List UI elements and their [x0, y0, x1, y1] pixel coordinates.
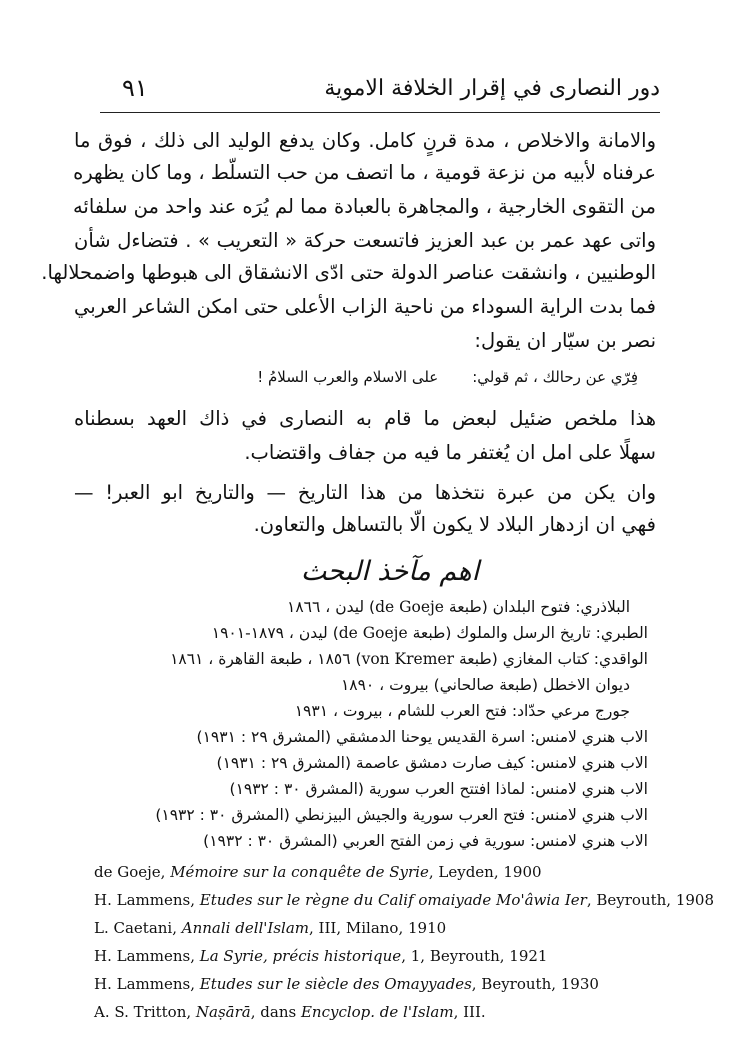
ref-title: Etudes sur le règne du Calif omaiyade Mo'âwia Ier: [199, 891, 587, 909]
ref-arabic-7: الاب هنري لامنس: كيف صارت دمشق عاصمة (المشرق ٢٩ : ١٩٣١): [216, 754, 648, 772]
header-title: دور النصارى في إقرار الخلافة الاموية: [324, 76, 660, 101]
ref-arabic-3: [88, 646, 648, 672]
ref-latin-6: [94, 1000, 694, 1024]
verse-first-hemistich: فِرّي عن رحالك ، ثم قولي:: [472, 368, 638, 386]
ref-author: L. Caetani,: [94, 919, 182, 937]
ref-latin-5: [94, 972, 694, 996]
ref-details: , dans: [250, 1003, 301, 1021]
ref-arabic-5: جورج مرعي حدّاد: فتح العرب للشام ، بيروت ، ١٩٣١: [294, 702, 630, 720]
ref-details-2: , III.: [453, 1003, 486, 1021]
ref-latin-3: [94, 916, 694, 940]
ref-details: , Beyrouth, 1908: [586, 891, 714, 909]
ref-latin-4: [94, 944, 694, 968]
ref-part: ) ١٨٥٦ ، طبعة القاهرة ، ١٨٦١: [170, 650, 362, 668]
ref-title: Naṣārā: [195, 1003, 251, 1021]
ref-part: الطبري: تاريخ الرسل والملوك (طبعة: [407, 624, 648, 642]
body-line-6: فما بدت الراية السوداء من ناحية الزاب الأعلى حتى امكن الشاعر العربي: [73, 295, 656, 318]
body-line-4: واتى عهد عمر بن عبد العزيز فاتسعت حركة « التعريب » . فتضاءل شأن: [74, 229, 656, 252]
body-line-2: عرفناه لأبيه من نزعة قومية ، ما اتصف من حب التسلّط ، وما كان يظهره: [73, 161, 656, 184]
ref-details: , III, Milano, 1910: [309, 919, 447, 937]
running-header: [100, 70, 660, 113]
para2-line-2: سهلًا على امل ان يُغتفر ما فيه من جفاف واقتضاب.: [244, 441, 656, 464]
body-line-3: من التقوى الخارجية ، والمجاهرة بالعبادة مما لم يُرَه عند واحد من سلفائه: [72, 195, 656, 218]
ref-arabic-2: [108, 620, 648, 646]
ref-author: H. Lammens,: [94, 975, 200, 993]
body-line-1: والامانة والاخلاص ، مدة قرنٍ كامل. وكان يدفع الوليد الى ذلك ، فوق ما: [74, 129, 656, 152]
ref-latin-2: [94, 888, 714, 912]
ref-title: Etudes sur le siècle des Omayyades: [199, 975, 472, 993]
ref-arabic-1: [130, 594, 630, 620]
ref-title: La Syrie, précis historique: [199, 947, 402, 965]
ref-arabic-4: ديوان الاخطل (طبعة صالحاني) بيروت ، ١٨٩٠: [340, 676, 630, 694]
ref-details: , Beyrouth, 1930: [471, 975, 599, 993]
ref-arabic-10: الاب هنري لامنس: سورية في زمن الفتح العربي (المشرق ٣٠ : ١٩٣٢): [203, 832, 648, 850]
ref-details: , Leyden, 1900: [428, 863, 542, 881]
ref-part: ) ليدن ، ١٨٧٩-١٩٠١: [211, 624, 339, 642]
ref-arabic-9: الاب هنري لامنس: فتح العرب سورية والجيش البيزنطي (المشرق ٣٠ : ١٩٣٢): [155, 806, 648, 824]
ref-author: de Goeje,: [94, 863, 171, 881]
para3-line-2: فهي ان ازدهار البلاد لا يكون الّا بالتساهل والتعاون.: [253, 513, 656, 536]
ref-author: H. Lammens,: [94, 891, 200, 909]
verse: [118, 364, 638, 390]
para3-line-1: وان يكن من عبرة نتخذها من هذا التاريخ — والتاريخ ابو العبر! —: [74, 481, 656, 504]
ref-arabic-8: الاب هنري لامنس: لماذا افتتح العرب سورية (المشرق ٣٠ : ١٩٣٢): [229, 780, 648, 798]
ref-title-2: Encyclop. de l'Islam: [300, 1003, 454, 1021]
verse-second-hemistich: على الاسلام والعرب السلامُ !: [257, 368, 439, 386]
ref-latin-part: de Goeje: [375, 598, 444, 616]
ref-latin-1: [94, 860, 694, 884]
ref-part: ) ليدن ، ١٨٦٦: [287, 598, 376, 616]
page-number: ٩١: [122, 74, 148, 102]
ref-details: , 1, Beyrouth, 1921: [401, 947, 548, 965]
sources-heading: اهم مآخذ البحث: [300, 556, 480, 587]
para2-line-1: هذا ملخص ضئيل لبعض ما قام به النصارى في ذاك العهد بسطناه: [74, 407, 656, 430]
ref-arabic-6: الاب هنري لامنس: اسرة القديس يوحنا الدمشقي (المشرق ٢٩ : ١٩٣١): [196, 728, 648, 746]
ref-title: Mémoire sur la conquête de Syrie: [170, 863, 429, 881]
ref-latin-part: von Kremer: [361, 650, 455, 668]
ref-author: A. S. Tritton,: [94, 1003, 196, 1021]
ref-part: الواقدي: كتاب المغازي (طبعة: [454, 650, 648, 668]
ref-part: البلاذري: فتوح البلدان (طبعة: [443, 598, 630, 616]
ref-title: Annali dell'Islam: [181, 919, 310, 937]
body-line-5: الوطنيين ، وانشقت عناصر الدولة حتى ادّى الانشقاق الى هبوطها واضمحلالها.: [41, 261, 656, 284]
ref-author: H. Lammens,: [94, 947, 200, 965]
ref-latin-part: de Goeje: [338, 624, 408, 642]
body-line-7: نصر بن سيّار ان يقول:: [474, 329, 656, 352]
